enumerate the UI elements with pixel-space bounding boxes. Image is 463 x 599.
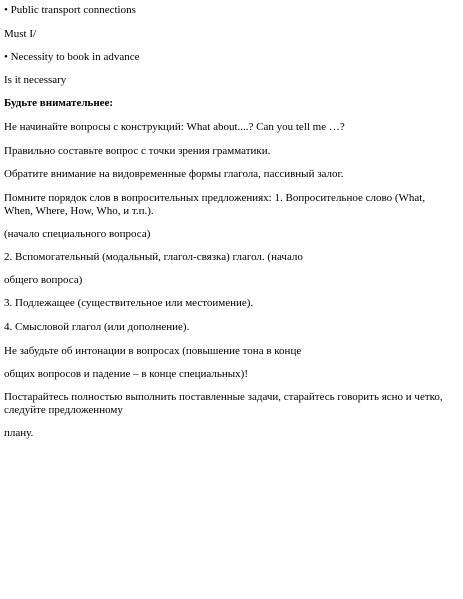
general-question-note: общего вопроса) — [4, 274, 83, 286]
special-question-note: (начало специального вопроса) — [4, 228, 151, 240]
bullet-book-in-advance: • Necessity to book in advance — [4, 51, 140, 63]
instruction-word-order: Помните порядок слов в вопросительных предложениях: 1. Вопросительное слово (What, When, Where, How, Who, и т.п.). — [4, 192, 426, 217]
instruction-tense-forms: Обратите внимание на видовременные формы глагола, пассивный залог. — [4, 168, 344, 180]
point-4-main-verb: 4. Смысловой глагол (или дополнение). — [4, 321, 190, 333]
must-i-line: Must I/ — [4, 28, 37, 40]
final-instruction: Постарайтесь полностью выполнить поставленные задачи, старайтесь говорить ясно и четко, следуйте предложенному — [4, 391, 443, 416]
final-instruction-end: плану. — [4, 427, 34, 439]
point-3-subject: 3. Подлежащее (существительное или местоимение). — [4, 297, 254, 309]
intonation-line-1: Не забудьте об интонации в вопросах (повышение тона в конце — [4, 345, 302, 357]
is-it-necessary-line: Is it necessary — [4, 74, 67, 86]
point-2-auxiliary: 2. Вспомогательный (модальный, глагол-связка) глагол. (начало — [4, 251, 303, 263]
intonation-line-2: общих вопросов и падение – в конце специальных)! — [4, 368, 248, 380]
attention-heading: Будьте внимательнее: — [4, 97, 114, 109]
instruction-no-what-about: Не начинайте вопросы с конструкций: What about....? Can you tell me …? — [4, 121, 345, 133]
bullet-public-transport: • Public transport connections — [4, 4, 136, 16]
instruction-grammar: Правильно составьте вопрос с точки зрения грамматики. — [4, 145, 271, 157]
